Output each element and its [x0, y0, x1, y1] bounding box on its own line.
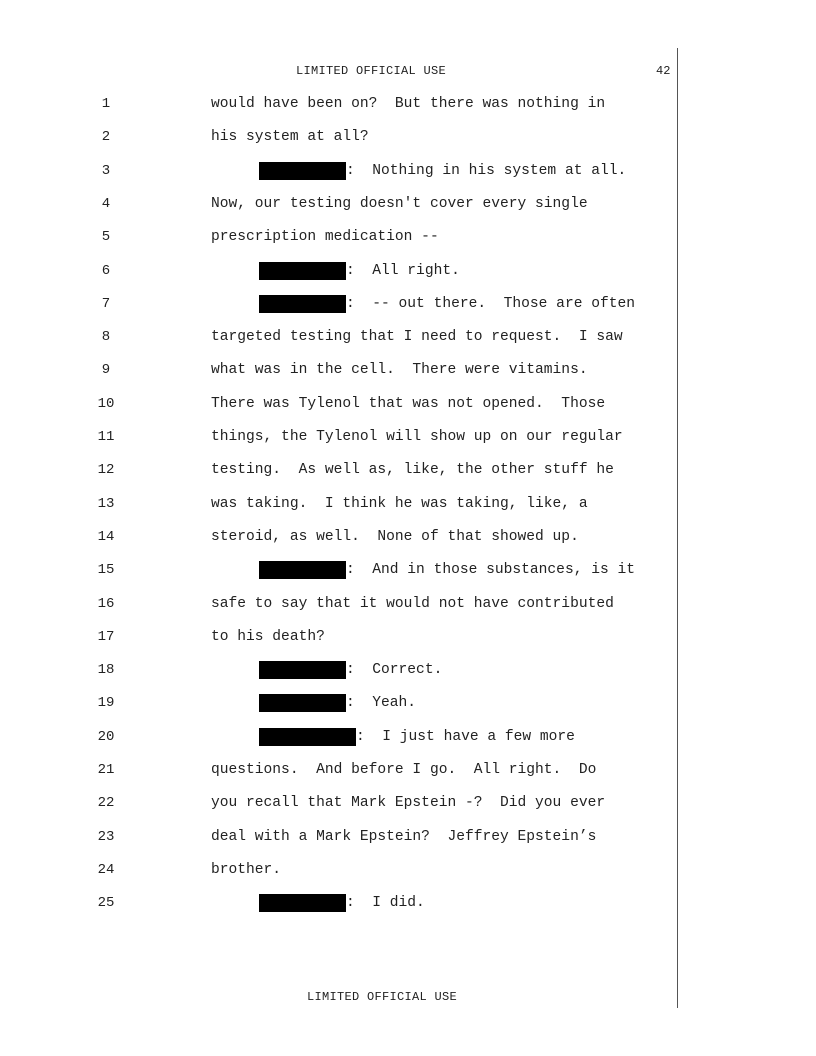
page-number: 42 — [656, 64, 671, 78]
line-text: prescription medication -- — [211, 229, 439, 246]
line-text: safe to say that it would not have contributed — [211, 595, 614, 612]
line-number: 10 — [97, 395, 115, 412]
line-text: brother. — [211, 861, 282, 878]
line-text: you recall that Mark Epstein -? Did you ever — [211, 795, 606, 812]
redacted-speaker-name — [259, 694, 346, 712]
transcript-line — [0, 494, 816, 514]
transcript-line — [0, 560, 816, 580]
line-text: : -- out there. Those are often — [346, 295, 636, 312]
line-number: 11 — [97, 429, 115, 445]
transcript-line — [0, 394, 816, 414]
line-text: : I just have a few more — [356, 728, 575, 745]
transcript-line — [0, 460, 816, 480]
redacted-speaker-name — [259, 295, 346, 313]
line-number: 3 — [101, 162, 111, 179]
line-text: was taking. I think he was taking, like, a — [211, 495, 588, 512]
line-text: his system at all? — [211, 129, 369, 146]
transcript-line — [0, 727, 816, 747]
transcript-line — [0, 793, 816, 813]
redacted-speaker-name — [259, 894, 346, 912]
transcript-line — [0, 527, 816, 547]
transcript-line — [0, 594, 816, 614]
transcript-line — [0, 693, 816, 713]
header-classification: LIMITED OFFICIAL USE — [296, 64, 447, 78]
transcript-line — [0, 94, 816, 114]
transcript-line — [0, 427, 816, 447]
transcript-line — [0, 127, 816, 147]
line-text: : Correct. — [346, 662, 443, 679]
line-number: 15 — [97, 562, 115, 579]
transcript-line — [0, 627, 816, 647]
speaker-turn — [259, 161, 626, 181]
line-number: 16 — [97, 595, 115, 612]
line-text: There was Tylenol that was not opened. Those — [211, 395, 606, 412]
line-text: : And in those substances, is it — [346, 562, 636, 579]
speaker-turn — [259, 261, 460, 281]
transcript-line — [0, 194, 816, 214]
line-text: what was in the cell. There were vitamins. — [211, 362, 588, 379]
line-number: 1 — [101, 96, 111, 112]
transcript-line — [0, 294, 816, 314]
redacted-speaker-name — [259, 728, 356, 746]
transcript-line — [0, 161, 816, 181]
line-number: 7 — [101, 295, 111, 312]
line-text: to his death? — [211, 628, 325, 645]
line-number: 22 — [97, 795, 115, 812]
speaker-turn — [259, 660, 442, 680]
speaker-turn — [259, 294, 635, 314]
transcript-line — [0, 660, 816, 680]
transcript-line — [0, 827, 816, 847]
line-number: 2 — [101, 129, 111, 146]
line-text: steroid, as well. None of that showed up. — [211, 528, 579, 545]
line-number: 24 — [97, 861, 115, 878]
transcript-line — [0, 360, 816, 380]
redacted-speaker-name — [259, 561, 346, 579]
line-number: 8 — [101, 329, 111, 346]
line-number: 18 — [97, 662, 115, 679]
line-number: 17 — [97, 628, 115, 645]
line-number: 12 — [97, 462, 115, 479]
line-text: Now, our testing doesn't cover every single — [211, 195, 588, 212]
line-text: testing. As well as, like, the other stuff he — [211, 462, 614, 479]
redacted-speaker-name — [259, 262, 346, 280]
line-number: 25 — [97, 895, 115, 912]
line-text: targeted testing that I need to request. I saw — [211, 329, 623, 346]
line-number: 19 — [97, 695, 115, 712]
transcript-line — [0, 893, 816, 913]
line-text: : I did. — [346, 895, 425, 912]
redacted-speaker-name — [259, 661, 346, 679]
speaker-turn — [259, 560, 635, 580]
transcript-line — [0, 227, 816, 247]
line-number: 6 — [101, 262, 111, 279]
line-number: 20 — [97, 728, 115, 745]
line-number: 5 — [101, 229, 111, 246]
line-number: 4 — [101, 195, 111, 212]
speaker-turn — [259, 893, 425, 913]
transcript-line — [0, 760, 816, 780]
line-text: would have been on? But there was nothing in — [211, 96, 606, 112]
redacted-speaker-name — [259, 162, 346, 180]
line-text: : Yeah. — [346, 695, 417, 712]
line-number: 13 — [97, 495, 115, 512]
line-text: questions. And before I go. All right. Do — [211, 762, 597, 778]
transcript-line — [0, 860, 816, 880]
line-text: deal with a Mark Epstein? Jeffrey Epstein’s — [211, 828, 597, 845]
line-number: 9 — [101, 362, 111, 379]
line-text: things, the Tylenol will show up on our regular — [211, 429, 623, 445]
transcript-line — [0, 327, 816, 347]
line-number: 23 — [97, 828, 115, 845]
transcript-line — [0, 261, 816, 281]
line-number: 14 — [97, 528, 115, 545]
speaker-turn — [259, 727, 575, 747]
footer-classification: LIMITED OFFICIAL USE — [307, 990, 458, 1004]
line-text: : All right. — [346, 262, 460, 279]
line-text: : Nothing in his system at all. — [346, 162, 627, 179]
speaker-turn — [259, 693, 416, 713]
line-number: 21 — [97, 762, 115, 778]
